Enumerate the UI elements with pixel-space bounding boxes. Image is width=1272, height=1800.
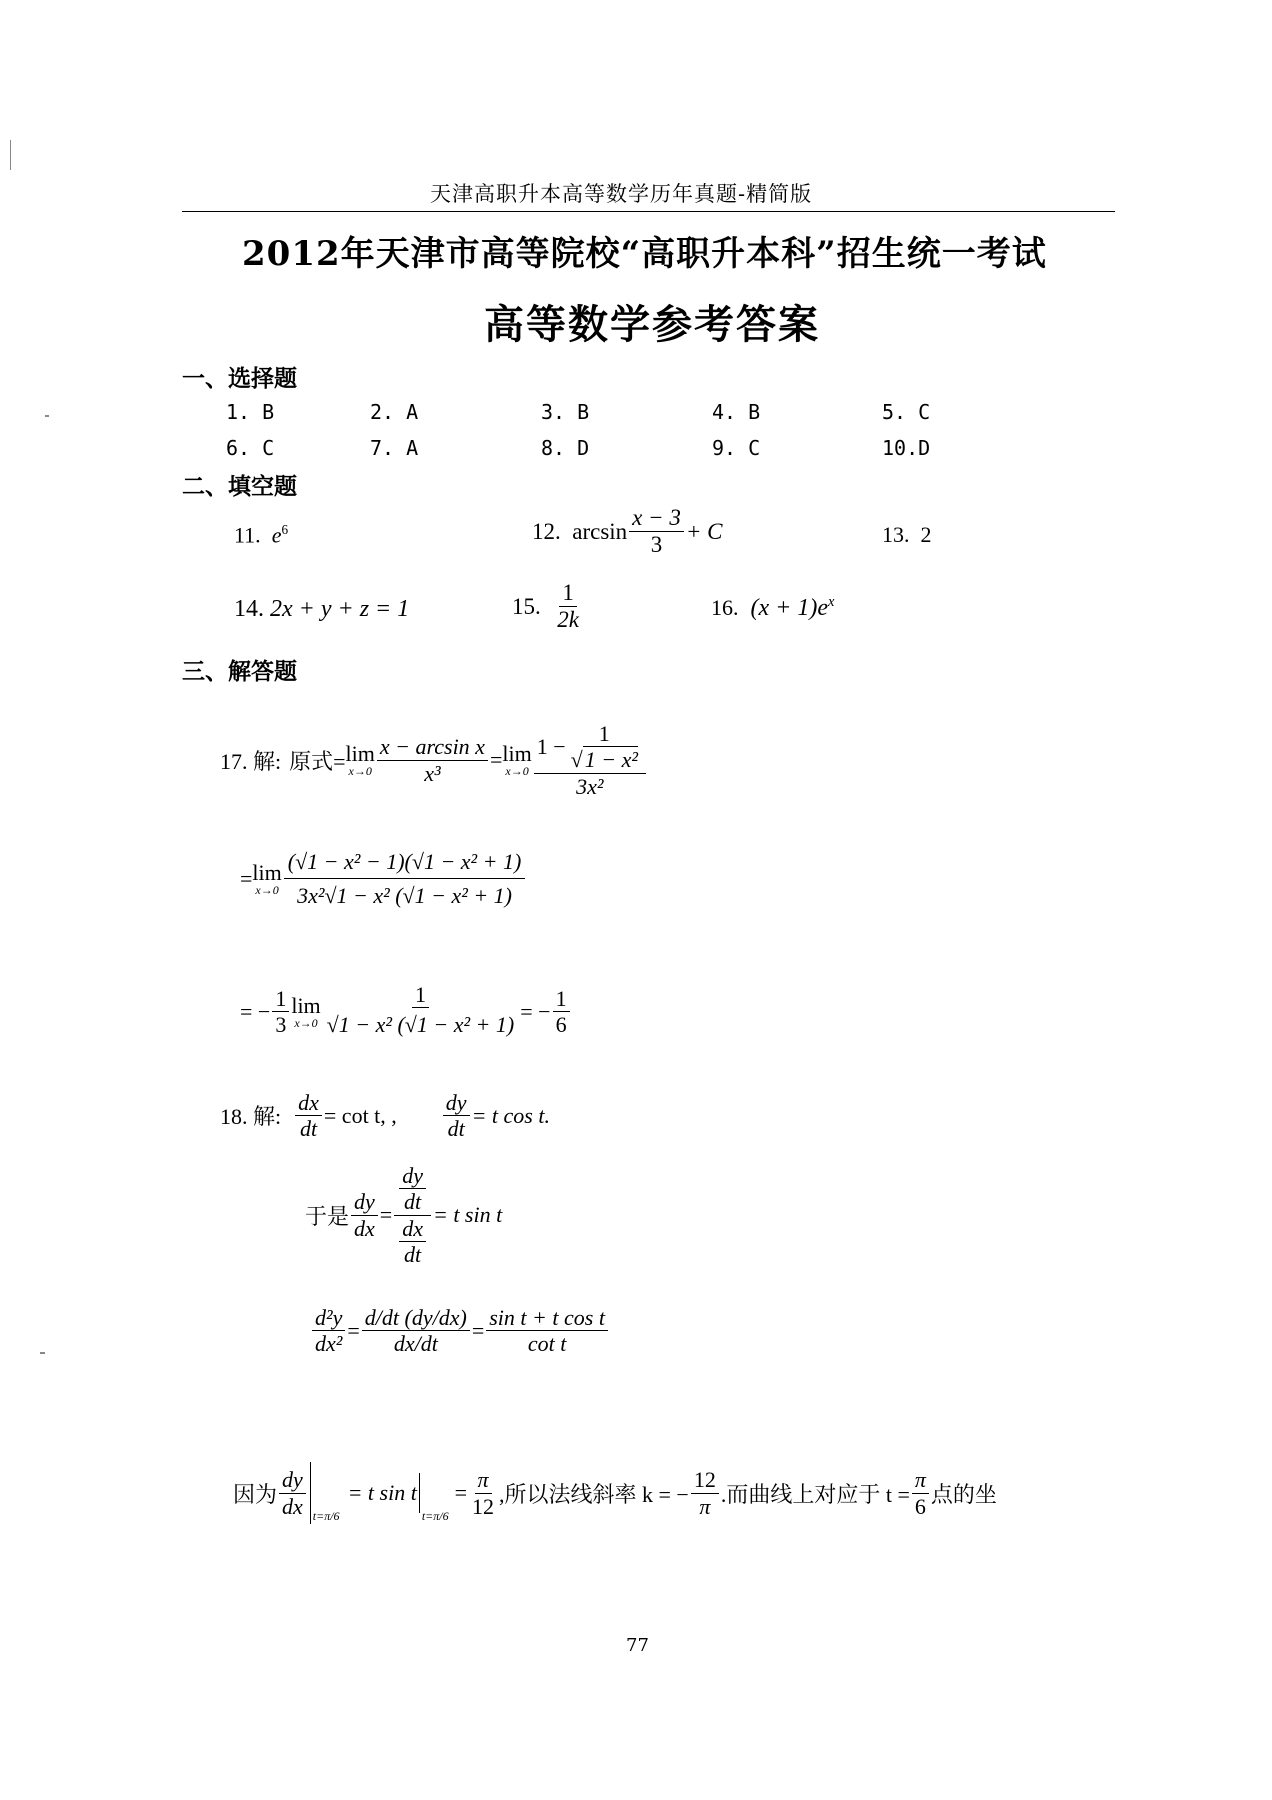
- page-number: 77: [626, 1635, 649, 1656]
- q18-line-1: 18. 解: $\frac{dx}{dt}$ = cot t, , $\frac{dy}{dt}$ = t cos t.: [220, 1090, 550, 1142]
- choice-answer: 2. A: [370, 400, 419, 424]
- q18-label: 18. 解:: [220, 1104, 282, 1130]
- choice-answer: 9. C: [712, 436, 761, 460]
- scan-mark: [45, 415, 49, 417]
- fill-answer-14: 14. 2x + y + z = 1: [234, 596, 410, 622]
- answer-title: 高等数学参考答案: [484, 301, 820, 348]
- q18-line-4: 因为 $\frac{dy}{dx}$ t=π/6 = t sin t t=π/6 = $\frac{\pi}{12}$ ,所以法线斜率 k = − $\frac{12}{\pi}$ .而曲线上对应于 t = $\frac{\pi}{6}$ 点的坐: [233, 1462, 997, 1524]
- running-header: 天津高职升本高等数学历年真题-精简版: [430, 182, 813, 206]
- choice-answer: 4. B: [712, 400, 761, 424]
- q18-line-2: 于是 $\frac{dy}{dx}$ = $\frac{\frac{dy}{dt}}{\frac{dx}{dt}}$ = t sin t: [305, 1163, 503, 1267]
- choice-answer: 6. C: [226, 436, 275, 460]
- choice-answer: 5. C: [882, 400, 931, 424]
- fill-answer-11: 11. $e^6$: [234, 522, 289, 548]
- q17-line-3: = − $\frac{1}{3}$ lim x→0 $\frac{1}{\text{√1 − x² (√1 − x² + 1)}}$ = − $\frac{1}{6}$: [240, 982, 572, 1042]
- header-rule: [182, 211, 1115, 212]
- section-solve-heading: 三、解答题: [182, 658, 297, 685]
- scan-mark: [40, 1352, 45, 1354]
- fill-answer-13: 13. 2: [882, 522, 932, 547]
- fill-answer-12: 12. arcsin $\frac{x - 3}{3}$ + C: [532, 505, 723, 558]
- scan-mark: [10, 140, 11, 170]
- exam-title: 2012年天津市高等院校“高职升本科”招生统一考试: [242, 234, 1047, 274]
- choice-answer: 8. D: [541, 436, 590, 460]
- q17-line-1: 17. 解: 原式= lim x→0 $\frac{\text{x − arcsin x}}{\text{x³}}$ = lim x→0 1 − $\frac{1}{\text{√1 − x²}}$ 3x²: [220, 705, 648, 815]
- choice-answer: 1. B: [226, 400, 275, 424]
- section-fill-heading: 二、填空题: [182, 473, 297, 500]
- choice-answer: 7. A: [370, 436, 419, 460]
- fill-answer-15: 15. $\frac{1}{2k}$: [512, 580, 579, 633]
- choice-answer: 3. B: [541, 400, 590, 424]
- q17-label: 17. 解:: [220, 748, 282, 774]
- q18-line-3: $\frac{\text{d²y}}{\text{dx²}}$ = $\frac{d/dt (dy/dx)}{dx/dt}$ = $\frac{\text{sin t + t cos t}}{\text{cot t}}$: [310, 1305, 610, 1357]
- fill-answer-16: 16. $(x + 1)e^x$: [711, 594, 835, 621]
- q17-line-2: = lim x→0 $\frac{\text{(√1 − x² − 1)(√1 − x² + 1)}}{\text{3x²√1 − x² (√1 − x² + 1)}}$: [240, 845, 527, 913]
- choice-answer: 10.D: [882, 436, 931, 460]
- section-choice-heading: 一、选择题: [182, 365, 297, 392]
